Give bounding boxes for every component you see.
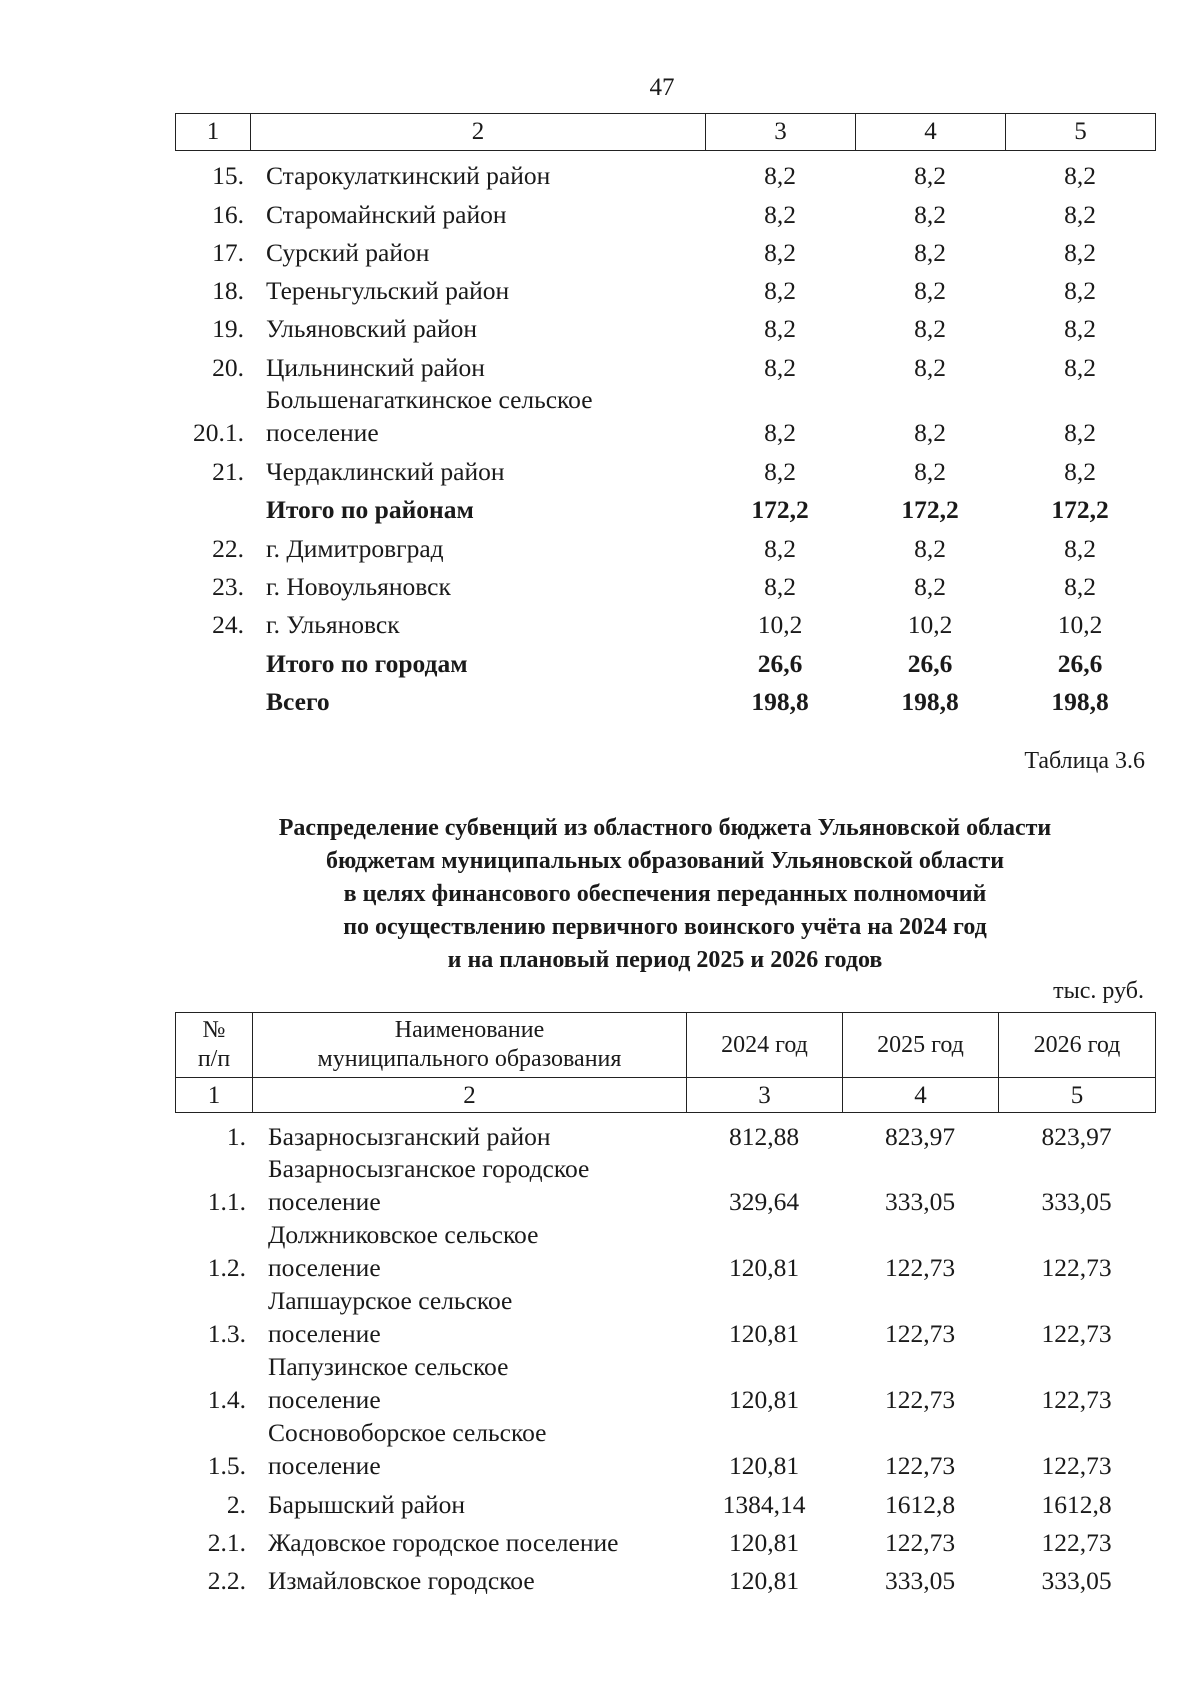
row-number: 2.	[226, 1490, 246, 1519]
name-line: Большенагаткинское сельское	[266, 384, 593, 414]
table-row	[175, 487, 1155, 525]
row-number: 2.2.	[207, 1566, 246, 1595]
table-row	[175, 1350, 1155, 1416]
column-number: 1	[176, 114, 251, 151]
value-col5: 198,8	[1051, 686, 1109, 716]
title-line: Распределение субвенций из областного бюджета Ульяновской области	[278, 815, 1052, 841]
value-col3: 120,81	[728, 1319, 800, 1348]
row-number: 20.	[212, 352, 244, 382]
column-number: 2	[253, 1078, 687, 1113]
table-row	[175, 1558, 1155, 1596]
name-line: Должниковское сельское	[268, 1220, 539, 1249]
value-col4: 122,73	[884, 1319, 956, 1348]
header-line: муниципального образования	[317, 1046, 622, 1072]
row-number: 1.5.	[207, 1451, 246, 1480]
value-col4: 8,2	[914, 314, 946, 344]
name-line: Итого по городам	[266, 648, 468, 678]
name-line: Базарносызганский район	[268, 1122, 551, 1151]
table1-header	[175, 113, 1156, 151]
value-col5: 26,6	[1057, 648, 1103, 678]
name-line: Старомайнский район	[266, 199, 507, 229]
row-number: 1.	[226, 1122, 246, 1151]
value-col4: 8,2	[914, 417, 946, 447]
value-col3: 8,2	[764, 533, 796, 563]
header-2026: 2026 год	[999, 1013, 1156, 1078]
value-col5: 8,2	[1064, 352, 1096, 382]
value-col3: 1384,14	[722, 1490, 806, 1519]
value-col5: 8,2	[1064, 533, 1096, 563]
name-line: Лапшаурское сельское	[268, 1286, 513, 1315]
municipality-name	[250, 525, 705, 563]
value-col3: 8,2	[764, 237, 796, 267]
name-line: Цильнинский район	[266, 352, 485, 382]
header-2024: 2024 год	[687, 1013, 843, 1078]
table-row	[175, 449, 1155, 487]
municipality-name	[250, 383, 705, 449]
row-number: 20.1.	[193, 417, 244, 447]
municipality-name	[250, 191, 705, 229]
name-line: поселение	[268, 1385, 381, 1414]
name-line: Папузинское сельское	[268, 1352, 509, 1381]
name-line: поселение	[268, 1187, 381, 1216]
value-col4: 8,2	[914, 352, 946, 382]
value-col5: 8,2	[1064, 417, 1096, 447]
municipality-name	[252, 1218, 686, 1284]
column-number: 3	[706, 114, 856, 151]
row-number: 2.1.	[207, 1528, 246, 1557]
value-col4: 8,2	[914, 533, 946, 563]
name-line: Измайловское городское	[268, 1566, 535, 1595]
table-row	[175, 1218, 1155, 1284]
header-line: Наименование	[394, 1017, 545, 1043]
units-label: тыс. руб.	[1053, 978, 1144, 1004]
column-number: 4	[856, 114, 1006, 151]
name-line: поселение	[268, 1253, 381, 1282]
column-number: 1	[176, 1078, 253, 1113]
table-label: Таблица 3.6	[1024, 748, 1145, 774]
value-col3: 120,81	[728, 1528, 800, 1557]
value-col4: 1612,8	[884, 1490, 956, 1519]
value-col3: 8,2	[764, 457, 796, 487]
municipality-name	[250, 306, 705, 344]
table-row	[175, 1114, 1155, 1152]
row-number: 24.	[212, 610, 244, 640]
table-row	[175, 1284, 1155, 1350]
value-col3: 8,2	[764, 276, 796, 306]
title-line: и на плановый период 2025 и 2026 годов	[447, 947, 883, 973]
table-row	[175, 383, 1155, 449]
municipality-name	[250, 230, 705, 268]
table-row	[175, 602, 1155, 640]
table-row	[175, 230, 1155, 268]
value-col3: 120,81	[728, 1385, 800, 1414]
header-line: №	[202, 1017, 226, 1043]
row-number: 23.	[212, 571, 244, 601]
municipality-name	[250, 640, 705, 678]
table-row	[175, 640, 1155, 678]
value-col5: 8,2	[1064, 161, 1096, 191]
value-col5: 333,05	[1041, 1566, 1112, 1595]
municipality-name	[250, 449, 705, 487]
value-col5: 823,97	[1041, 1122, 1112, 1151]
table-row	[175, 564, 1155, 602]
row-number: 16.	[212, 199, 244, 229]
municipality-name	[252, 1558, 686, 1596]
name-line: Барышский район	[268, 1490, 465, 1519]
table1-body	[175, 153, 1155, 717]
value-col3: 26,6	[757, 648, 803, 678]
row-number	[175, 679, 250, 717]
value-col5: 333,05	[1041, 1187, 1112, 1216]
value-col5: 172,2	[1051, 495, 1109, 525]
value-col3: 8,2	[764, 417, 796, 447]
table2-header	[175, 1012, 1156, 1113]
value-col5: 8,2	[1064, 314, 1096, 344]
municipality-name	[250, 602, 705, 640]
name-line: г. Димитровград	[266, 533, 444, 563]
municipality-name	[250, 564, 705, 602]
value-col3: 120,81	[728, 1253, 800, 1282]
municipality-name	[250, 487, 705, 525]
table-row	[175, 306, 1155, 344]
name-line: Старокулаткинский район	[266, 161, 551, 191]
title-line: бюджетам муниципальных образований Ульяновской области	[325, 848, 1005, 874]
row-number: 22.	[212, 533, 244, 563]
value-col4: 8,2	[914, 199, 946, 229]
column-number: 5	[1006, 114, 1156, 151]
value-col5: 122,73	[1041, 1451, 1112, 1480]
row-number: 1.4.	[207, 1385, 246, 1414]
row-number	[175, 640, 250, 678]
page-number: 47	[649, 74, 675, 101]
row-number: 21.	[212, 457, 244, 487]
row-number: 1.2.	[207, 1253, 246, 1282]
municipality-name	[252, 1520, 686, 1558]
row-number: 1.3.	[207, 1319, 246, 1348]
value-col4: 823,97	[884, 1122, 956, 1151]
municipality-name	[250, 153, 705, 191]
value-col4: 198,8	[901, 686, 959, 716]
municipality-name	[250, 268, 705, 306]
value-col3: 8,2	[764, 161, 796, 191]
table-row	[175, 1482, 1155, 1520]
name-line: Всего	[266, 686, 330, 716]
value-col4: 333,05	[884, 1566, 956, 1595]
name-line: Сосновоборское сельское	[268, 1418, 547, 1447]
value-col5: 8,2	[1064, 276, 1096, 306]
municipality-name	[252, 1114, 686, 1152]
value-col3: 8,2	[764, 352, 796, 382]
value-col5: 8,2	[1064, 199, 1096, 229]
municipality-name	[252, 1284, 686, 1350]
row-number: 19.	[212, 314, 244, 344]
value-col4: 122,73	[884, 1528, 956, 1557]
header-line: п/п	[197, 1046, 231, 1072]
value-col4: 10,2	[907, 610, 953, 640]
municipality-name	[252, 1482, 686, 1520]
column-number: 4	[843, 1078, 999, 1113]
value-col5: 122,73	[1041, 1385, 1112, 1414]
row-number: 15.	[212, 161, 244, 191]
table-row	[175, 344, 1155, 382]
value-col5: 122,73	[1041, 1528, 1112, 1557]
value-col3: 10,2	[757, 610, 803, 640]
name-line: поселение	[268, 1451, 381, 1480]
name-line: поселение	[266, 417, 379, 447]
document-title	[175, 812, 1155, 977]
name-line: Базарносызганское городское	[268, 1154, 590, 1183]
municipality-name	[252, 1152, 686, 1218]
name-line: Ульяновский район	[266, 314, 478, 344]
value-col4: 172,2	[901, 495, 959, 525]
column-number: 2	[251, 114, 706, 151]
name-line: Жадовское городское поселение	[268, 1528, 619, 1557]
header-name-column	[253, 1013, 687, 1078]
value-col3: 198,8	[751, 686, 809, 716]
name-line: поселение	[268, 1319, 381, 1348]
municipality-name	[250, 679, 705, 717]
title-line: по осуществлению первичного воинского учёта на 2024 год	[343, 914, 987, 940]
table-row	[175, 525, 1155, 563]
table-row	[175, 153, 1155, 191]
value-col5: 8,2	[1064, 571, 1096, 601]
value-col4: 8,2	[914, 276, 946, 306]
value-col4: 333,05	[884, 1187, 956, 1216]
value-col5: 122,73	[1041, 1319, 1112, 1348]
value-col4: 8,2	[914, 237, 946, 267]
row-number: 18.	[212, 276, 244, 306]
value-col3: 329,64	[728, 1187, 800, 1216]
value-col4: 122,73	[884, 1385, 956, 1414]
row-number: 17.	[212, 237, 244, 267]
value-col3: 8,2	[764, 571, 796, 601]
value-col5: 10,2	[1057, 610, 1103, 640]
value-col3: 120,81	[728, 1566, 800, 1595]
value-col3: 812,88	[728, 1122, 800, 1151]
value-col4: 8,2	[914, 571, 946, 601]
value-col5: 1612,8	[1041, 1490, 1112, 1519]
table-row	[175, 191, 1155, 229]
value-col3: 120,81	[728, 1451, 800, 1480]
name-line: Итого по районам	[266, 495, 474, 525]
value-col4: 122,73	[884, 1253, 956, 1282]
table-row	[175, 679, 1155, 717]
table-row	[175, 1152, 1155, 1218]
municipality-name	[252, 1416, 686, 1482]
column-number: 5	[999, 1078, 1156, 1113]
value-col5: 8,2	[1064, 457, 1096, 487]
table-row	[175, 1520, 1155, 1558]
title-line: в целях финансового обеспечения переданных полномочий	[343, 881, 987, 907]
value-col3: 172,2	[751, 495, 809, 525]
name-line: Сурский район	[266, 237, 430, 267]
value-col3: 8,2	[764, 314, 796, 344]
municipality-name	[252, 1350, 686, 1416]
value-col5: 8,2	[1064, 237, 1096, 267]
value-col4: 8,2	[914, 161, 946, 191]
header-2025: 2025 год	[843, 1013, 999, 1078]
value-col5: 122,73	[1041, 1253, 1112, 1282]
header-number-column	[176, 1013, 253, 1078]
table-row	[175, 268, 1155, 306]
name-line: Чердаклинский район	[266, 457, 505, 487]
value-col4: 26,6	[907, 648, 953, 678]
row-number	[175, 487, 250, 525]
value-col4: 122,73	[884, 1451, 956, 1480]
table2-body	[175, 1114, 1155, 1596]
value-col3: 8,2	[764, 199, 796, 229]
name-line: г. Новоульяновск	[266, 571, 451, 601]
municipality-name	[250, 344, 705, 382]
value-col4: 8,2	[914, 457, 946, 487]
column-number: 3	[687, 1078, 843, 1113]
table-row	[175, 1416, 1155, 1482]
name-line: г. Ульяновск	[266, 610, 400, 640]
row-number: 1.1.	[207, 1187, 246, 1216]
name-line: Тереньгульский район	[266, 276, 510, 306]
